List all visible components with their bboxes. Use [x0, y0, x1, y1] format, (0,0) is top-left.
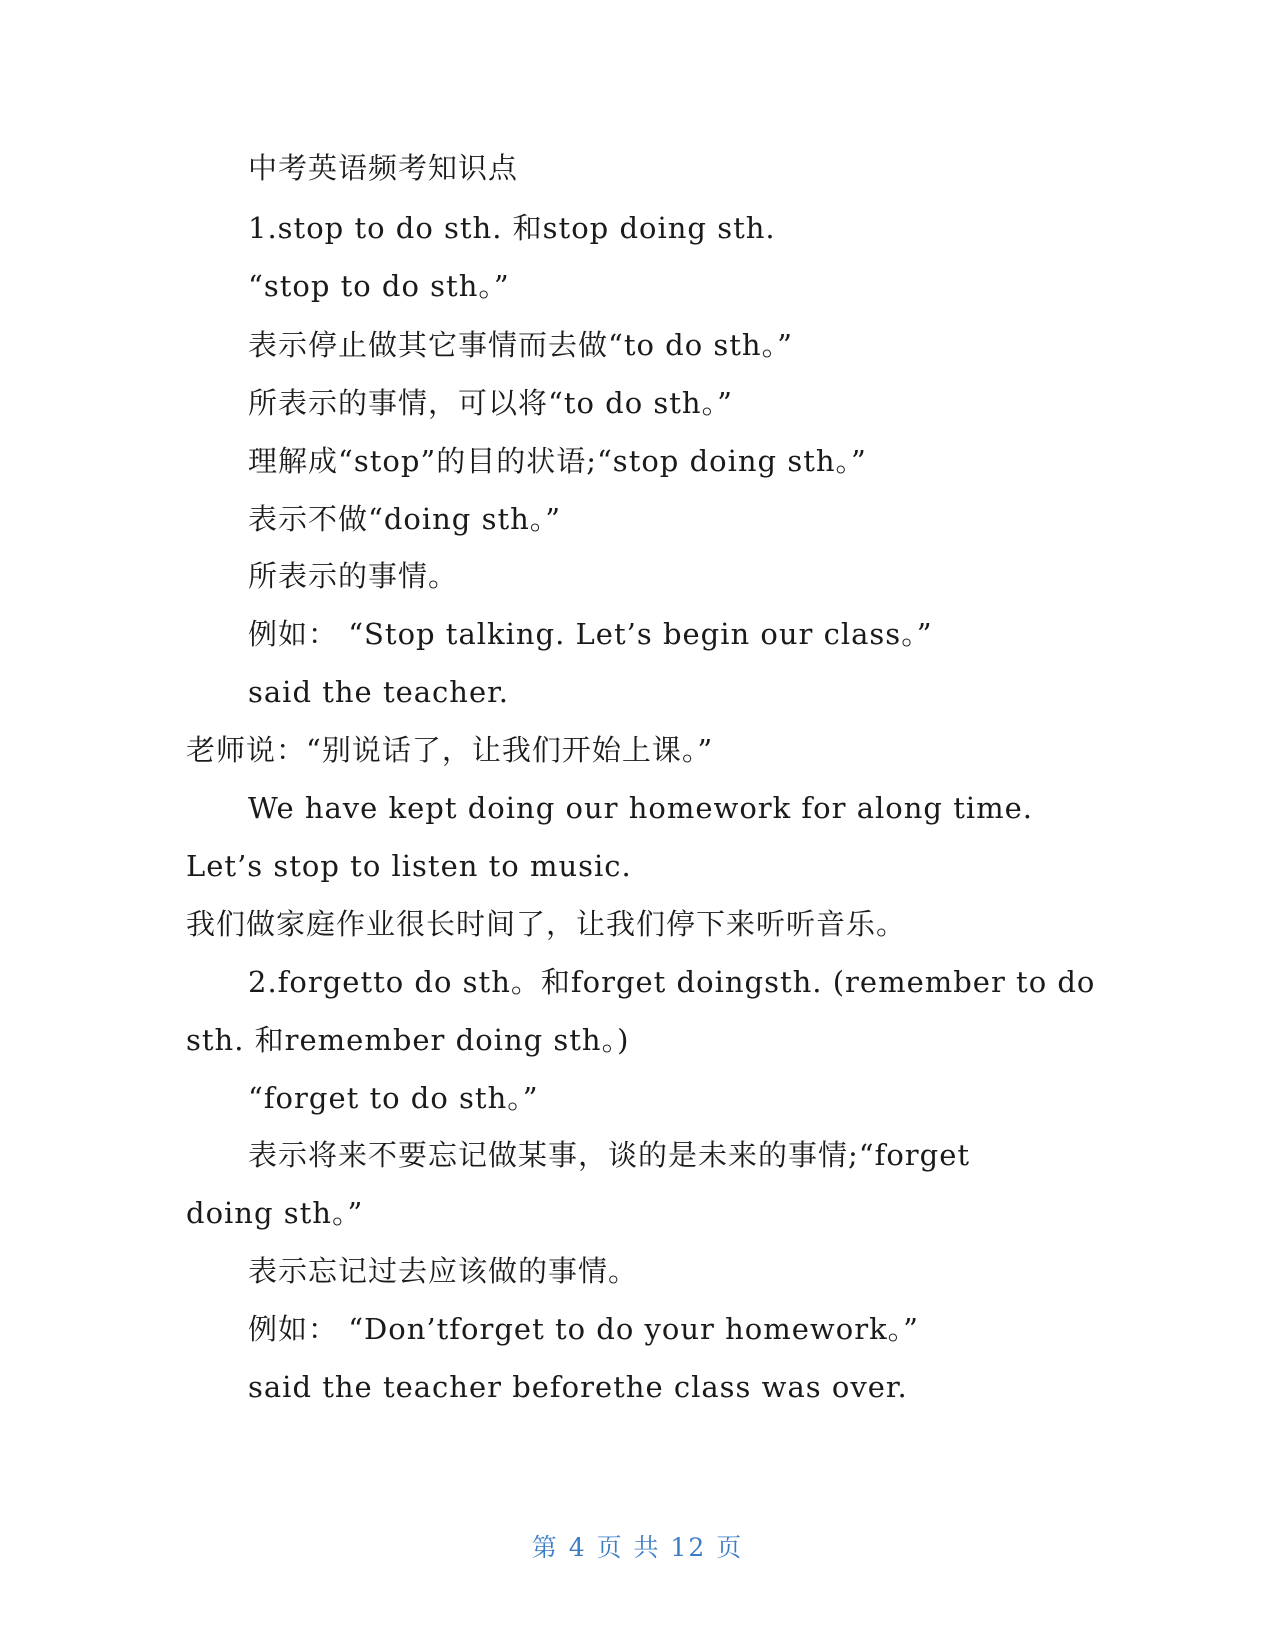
text-line: sth. 和remember doing sth。): [186, 1023, 630, 1057]
text-line: doing sth。”: [186, 1196, 364, 1230]
text-line: 老师说：“别说话了，让我们开始上课。”: [186, 733, 714, 767]
text-line: Let’s stop to listen to music.: [186, 849, 632, 883]
text-line: 例如： “Don’tforget to do your homework。”: [248, 1312, 919, 1346]
text-line: 2.forgetto do sth。和forget doingsth. (remember to do: [248, 965, 1096, 999]
text-line: 1.stop to do sth. 和stop doing sth.: [248, 211, 776, 245]
text-line: said the teacher.: [248, 675, 510, 709]
text-line: “stop to do sth。”: [248, 269, 510, 303]
text-line: 表示忘记过去应该做的事情。: [248, 1254, 639, 1288]
document-title: 中考英语频考知识点: [248, 151, 519, 185]
text-line: 表示停止做其它事情而去做“to do sth。”: [248, 328, 793, 362]
text-line: 所表示的事情，可以将“to do sth。”: [248, 386, 733, 420]
text-line: said the teacher beforethe class was over.: [248, 1370, 908, 1404]
text-line: 表示不做“doing sth。”: [248, 502, 562, 536]
text-line: We have kept doing our homework for along time.: [248, 791, 1033, 825]
text-line: 所表示的事情。: [248, 559, 459, 593]
text-line: 表示将来不要忘记做某事，谈的是未来的事情;“forget: [248, 1138, 971, 1172]
text-line: 我们做家庭作业很长时间了，让我们停下来听听音乐。: [186, 907, 907, 941]
text-line: “forget to do sth。”: [248, 1081, 539, 1115]
text-line: 理解成“stop”的目的状语;“stop doing sth。”: [248, 444, 867, 478]
page-number-footer: 第 4 页 共 12 页: [531, 1533, 744, 1562]
text-line: 例如： “Stop talking. Let’s begin our class。”: [248, 617, 933, 651]
